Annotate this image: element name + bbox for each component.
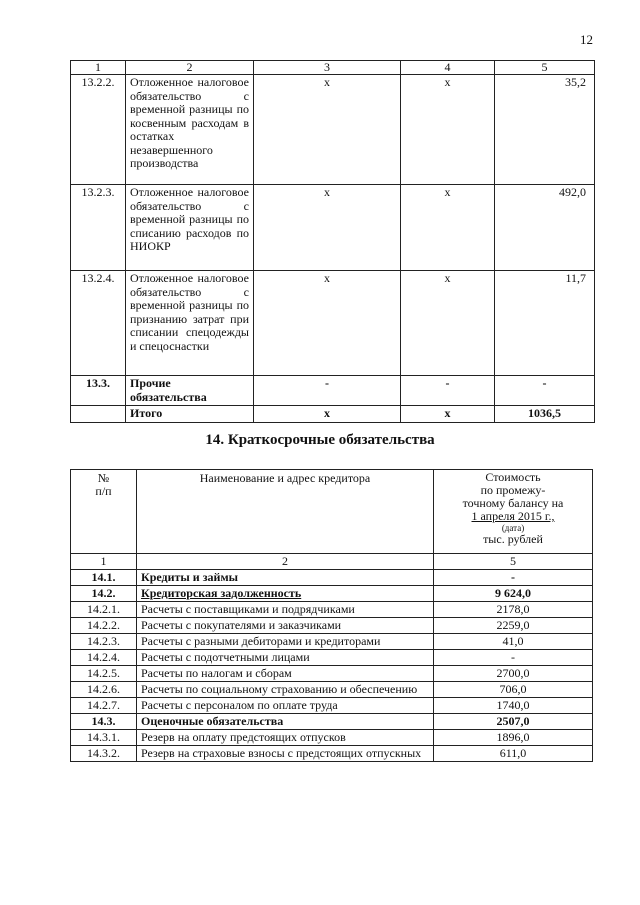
row-name: Расчеты по социальному страхованию и обеспечению — [137, 682, 434, 698]
row-name: Резерв на оплату предстоящих отпусков — [137, 730, 434, 746]
row-code: 13.3. — [71, 376, 126, 406]
row-code: 14.2.2. — [71, 618, 137, 634]
row-code: 14.2.5. — [71, 666, 137, 682]
row-value: 706,0 — [434, 682, 593, 698]
table-row — [71, 714, 593, 730]
row-value: 35,2 — [495, 75, 595, 185]
row-cell: x — [254, 406, 401, 423]
row-name: Кредиторская задолженность — [137, 586, 434, 602]
row-cell: x — [254, 75, 401, 185]
table-row — [71, 271, 595, 376]
cost-line: точному балансу на — [462, 496, 564, 510]
table-row — [71, 586, 593, 602]
table-row — [71, 570, 593, 586]
row-code: 14.1. — [71, 570, 137, 586]
row-value: - — [495, 376, 595, 406]
col-number-row — [71, 554, 593, 570]
col-number: 1 — [71, 554, 137, 570]
row-cell: x — [401, 75, 495, 185]
row-code — [71, 406, 126, 423]
row-code: 13.2.4. — [71, 271, 126, 376]
table-header-row — [71, 61, 595, 75]
row-value: - — [434, 570, 593, 586]
table-row — [71, 634, 593, 650]
row-code: 14.2. — [71, 586, 137, 602]
table-row — [71, 75, 595, 185]
deferred-tax-table — [70, 60, 595, 423]
table-row — [71, 746, 593, 762]
row-value: 492,0 — [495, 185, 595, 271]
col-header: 3 — [254, 61, 401, 75]
cost-line: по промежу- — [480, 483, 546, 497]
col-header-cost — [434, 470, 593, 554]
col-header: 4 — [401, 61, 495, 75]
row-value: 9 624,0 — [434, 586, 593, 602]
table-row — [71, 698, 593, 714]
table-header-row — [71, 470, 593, 554]
row-code: 14.3. — [71, 714, 137, 730]
short-term-liabilities-table — [70, 469, 593, 762]
row-value: 1896,0 — [434, 730, 593, 746]
row-name: Оценочные обязательства — [137, 714, 434, 730]
row-value: 11,7 — [495, 271, 595, 376]
col-header-number: № п/п — [71, 470, 137, 554]
row-value: - — [434, 650, 593, 666]
section-title: 14. Краткосрочные обязательства — [205, 432, 435, 448]
row-name: Расчеты по налогам и сборам — [137, 666, 434, 682]
row-code: 14.2.6. — [71, 682, 137, 698]
row-value: 2507,0 — [434, 714, 593, 730]
cost-date: 1 апреля 2015 г., — [471, 509, 555, 523]
row-code: 14.2.3. — [71, 634, 137, 650]
cost-line: Стоимость — [485, 470, 541, 484]
row-name: Итого — [126, 406, 254, 423]
row-name: Расчеты с покупателями и заказчиками — [137, 618, 434, 634]
col-header-name: Наименование и адрес кредитора — [137, 470, 434, 554]
row-code: 14.3.2. — [71, 746, 137, 762]
row-value: 611,0 — [434, 746, 593, 762]
col-number: 2 — [137, 554, 434, 570]
row-value: 1036,5 — [495, 406, 595, 423]
row-cell: x — [401, 406, 495, 423]
cost-unit: тыс. рублей — [483, 532, 543, 546]
row-name: Кредиты и займы — [137, 570, 434, 586]
table-row — [71, 602, 593, 618]
col-header: 5 — [495, 61, 595, 75]
table-row — [71, 650, 593, 666]
row-name: Расчеты с разными дебиторами и кредиторами — [137, 634, 434, 650]
table-row — [71, 376, 595, 406]
row-value: 2700,0 — [434, 666, 593, 682]
row-code: 14.2.7. — [71, 698, 137, 714]
row-name: Резерв на страховые взносы с предстоящих отпускных — [137, 746, 434, 762]
row-cell: - — [401, 376, 495, 406]
table-row — [71, 682, 593, 698]
cost-date-hint: (дата) — [501, 523, 525, 533]
row-cell: x — [401, 185, 495, 271]
row-name: Отложенное налоговое обязательство с временной разницы по признанию затрат при списании спецодежды и спецоснастки — [126, 271, 254, 376]
table-row — [71, 730, 593, 746]
row-code: 14.2.1. — [71, 602, 137, 618]
total-row — [71, 406, 595, 423]
row-value: 2178,0 — [434, 602, 593, 618]
row-value: 2259,0 — [434, 618, 593, 634]
row-cell: x — [401, 271, 495, 376]
row-cell: x — [254, 185, 401, 271]
table-row — [71, 618, 593, 634]
col-header: 2 — [126, 61, 254, 75]
col-number: 5 — [434, 554, 593, 570]
row-name: Расчеты с персоналом по оплате труда — [137, 698, 434, 714]
table-row — [71, 666, 593, 682]
row-code: 14.2.4. — [71, 650, 137, 666]
row-name: Прочие обязательства — [126, 376, 254, 406]
row-cell: - — [254, 376, 401, 406]
row-name: Отложенное налоговое обязательство с временной разницы по косвенным расходам в остатках незавершенного производства — [126, 75, 254, 185]
page-number: 12 — [580, 32, 593, 47]
table-row — [71, 185, 595, 271]
row-code: 14.3.1. — [71, 730, 137, 746]
col-header: 1 — [71, 61, 126, 75]
row-cell: x — [254, 271, 401, 376]
row-code: 13.2.2. — [71, 75, 126, 185]
row-value: 41,0 — [434, 634, 593, 650]
row-code: 13.2.3. — [71, 185, 126, 271]
row-name: Расчеты с поставщиками и подрядчиками — [137, 602, 434, 618]
row-name: Отложенное налоговое обязательство с временной разницы по списанию расходов по НИОКР — [126, 185, 254, 271]
row-name: Расчеты с подотчетными лицами — [137, 650, 434, 666]
row-value: 1740,0 — [434, 698, 593, 714]
